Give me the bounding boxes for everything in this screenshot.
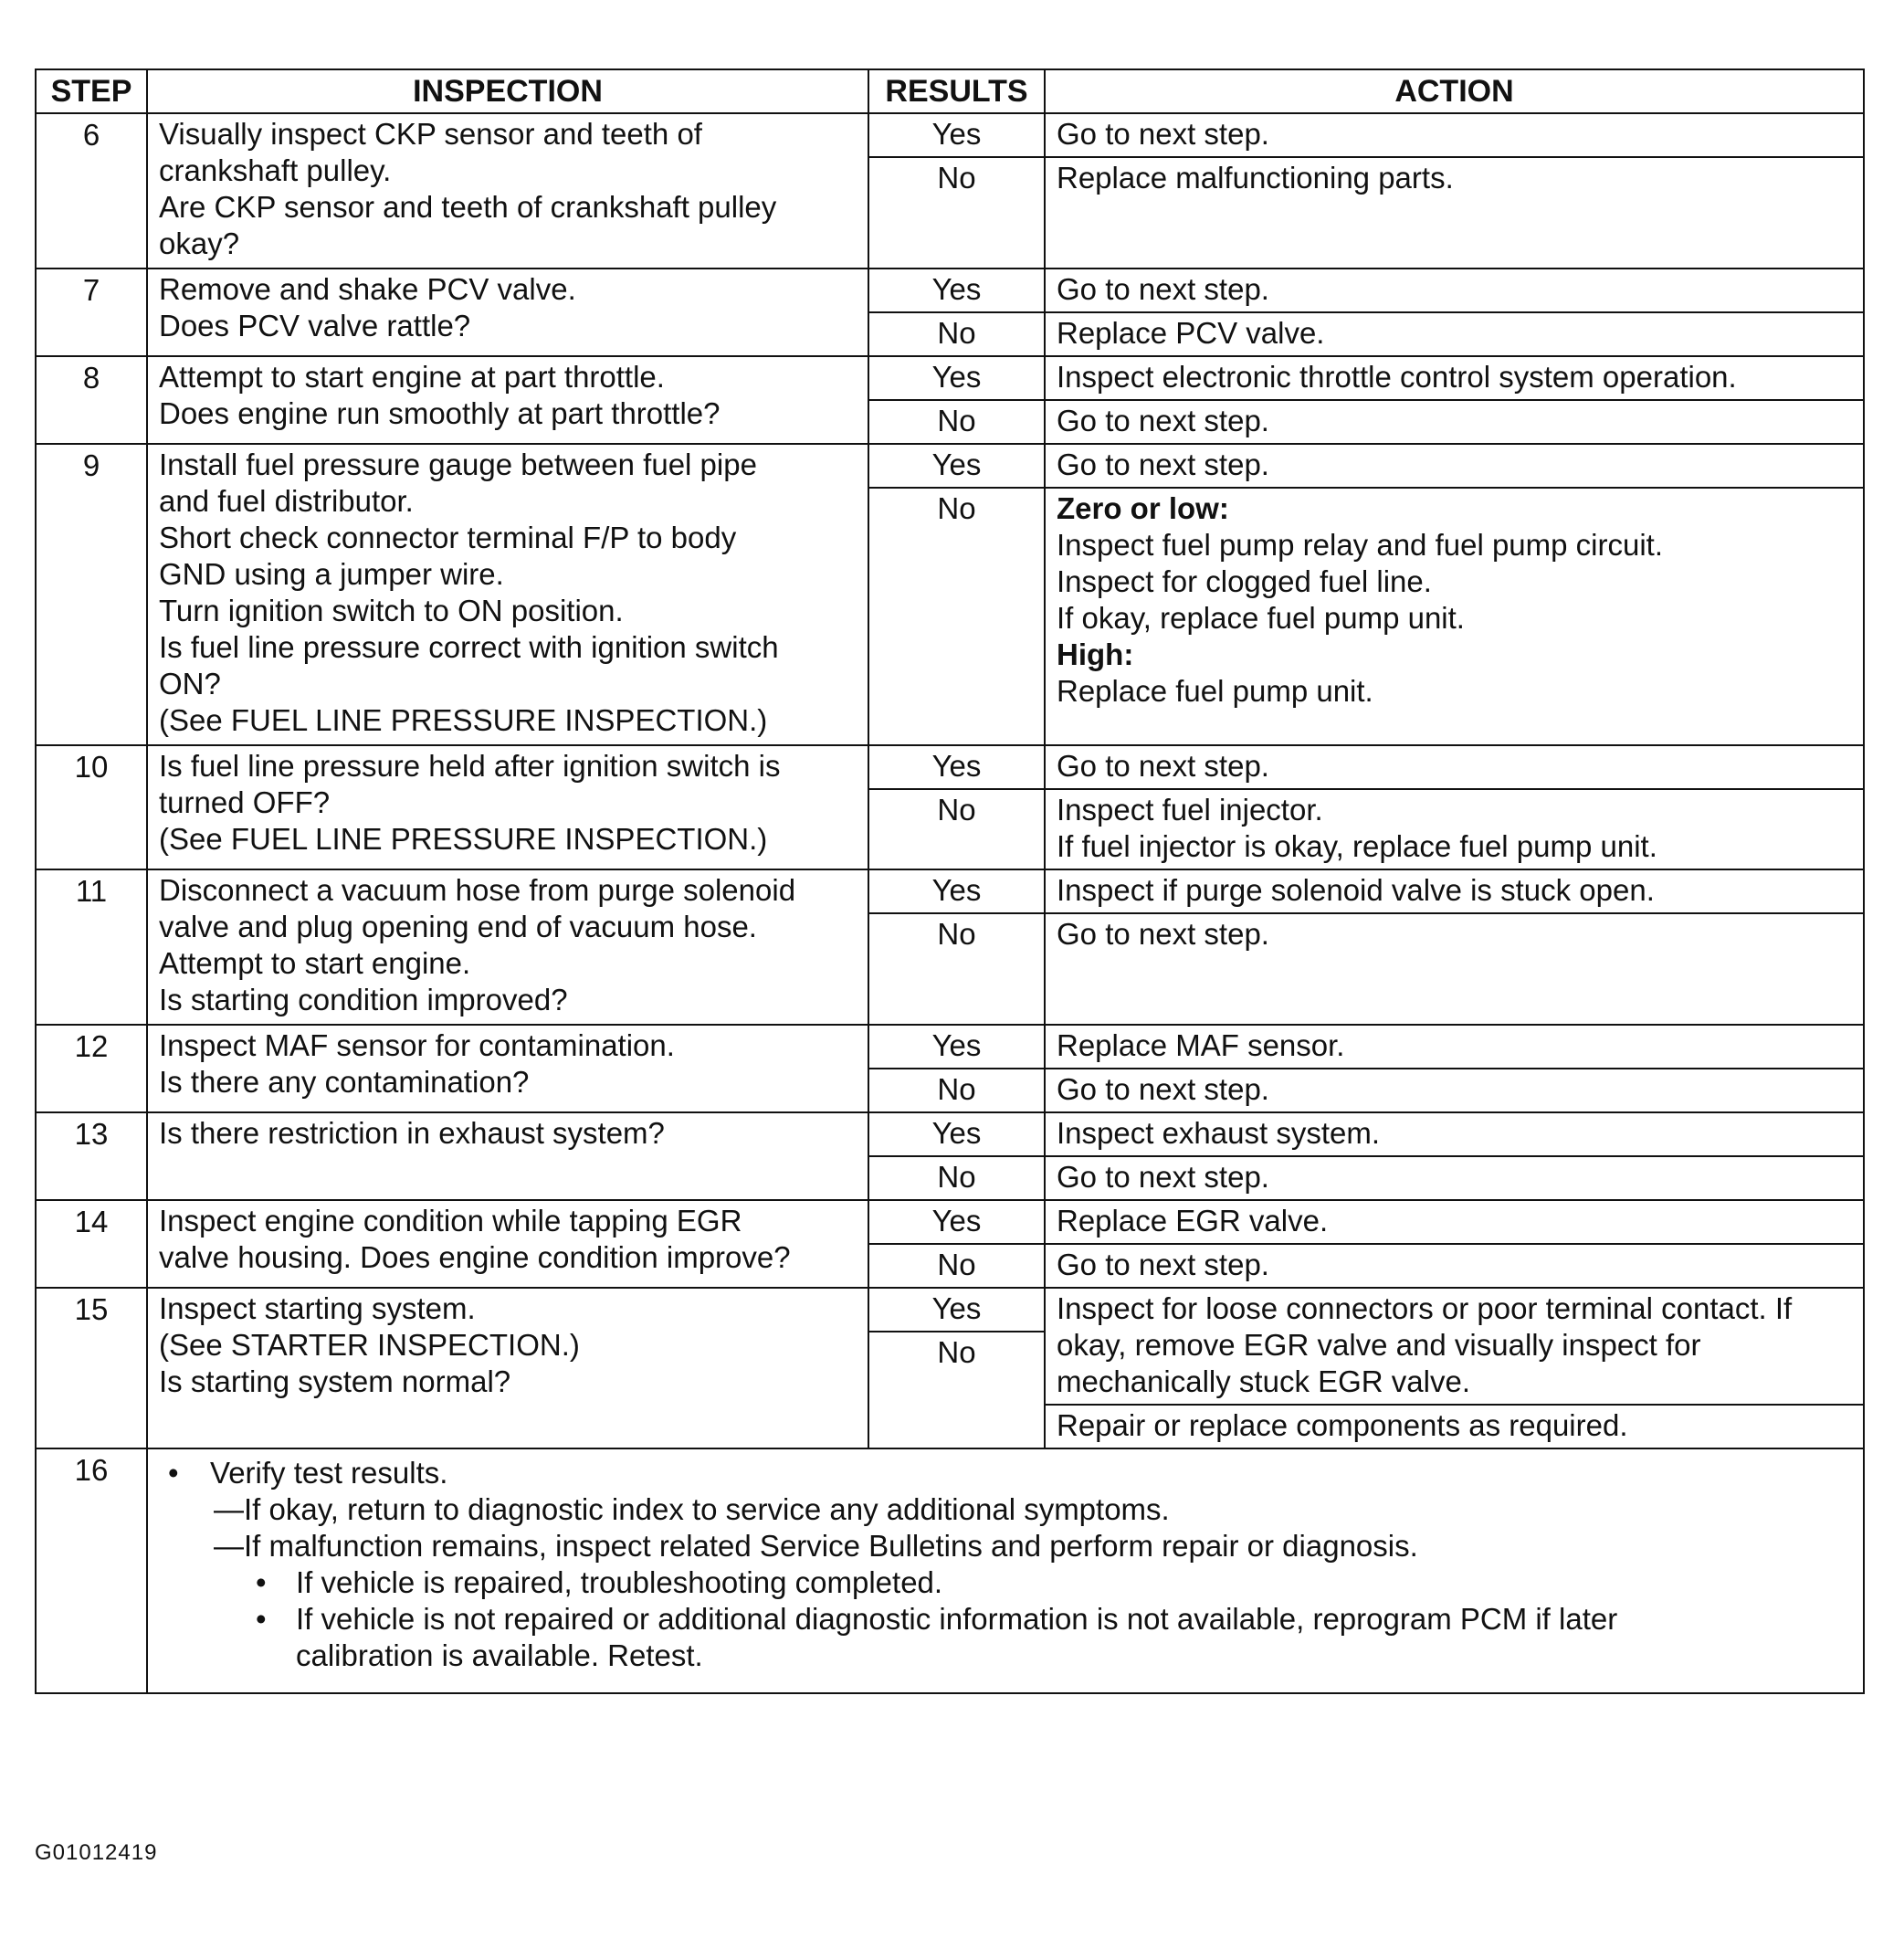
action-text: [1046, 1201, 1863, 1243]
table-body: [36, 113, 1864, 1448]
step-number: 6: [36, 113, 147, 269]
action-text: [1046, 399, 1863, 443]
action-line: Inspect electronic throttle control system operation.: [1057, 360, 1737, 394]
result-value: No: [869, 311, 1044, 355]
final-subsub-item: • If vehicle is not repaired or additional diagnostic information is not available, reprogram PCM if later: [256, 1602, 1618, 1636]
header-results: RESULTS: [868, 69, 1045, 113]
action-line: Go to next step.: [1057, 117, 1269, 151]
inspection-line: Is starting condition improved?: [159, 983, 568, 1016]
inspection-line: Short check connector terminal F/P to body: [159, 521, 737, 554]
action-line: Go to next step.: [1057, 1248, 1269, 1281]
action-line: Inspect for loose connectors or poor terminal contact. If: [1057, 1291, 1793, 1325]
step-number: 15: [36, 1288, 147, 1448]
step-number: 7: [36, 269, 147, 356]
action-cell: [1045, 1288, 1864, 1448]
action-text: [1046, 1243, 1863, 1287]
action-line: Inspect exhaust system.: [1057, 1116, 1380, 1150]
inspection-cell: [147, 1288, 868, 1448]
inspection-line: turned OFF?: [159, 785, 331, 819]
result-value: No: [869, 156, 1044, 268]
result-value: Yes: [931, 1204, 982, 1238]
result-value: No: [869, 399, 1044, 443]
action-line: If okay, replace fuel pump unit.: [1057, 601, 1465, 635]
action-line: okay, remove EGR valve and visually inspect for: [1057, 1328, 1701, 1362]
action-line: Replace PCV valve.: [1057, 316, 1325, 350]
inspection-cell: [147, 1112, 868, 1200]
action-line: mechanically stuck EGR valve.: [1057, 1364, 1470, 1398]
step-row: [36, 113, 1864, 269]
action-text: [1046, 487, 1863, 744]
result-value: No: [869, 1068, 1044, 1111]
inspection-line: Visually inspect CKP sensor and teeth of: [159, 117, 702, 151]
action-text: [1046, 1289, 1863, 1404]
action-line: Zero or low:: [1057, 491, 1229, 525]
action-line: Go to next step.: [1057, 272, 1269, 306]
step-number: 14: [36, 1200, 147, 1288]
inspection-line: Inspect MAF sensor for contamination.: [159, 1028, 675, 1062]
final-subsub-continuation: calibration is available. Retest.: [296, 1638, 703, 1672]
results-cell: [868, 1200, 1045, 1288]
inspection-line: Is there any contamination?: [159, 1065, 530, 1099]
step-row: [36, 1200, 1864, 1288]
inspection-cell: [147, 269, 868, 356]
inspection-line: Remove and shake PCV valve.: [159, 272, 576, 306]
header-step: STEP: [36, 69, 147, 113]
inspection-line: Are CKP sensor and teeth of crankshaft pulley: [159, 190, 777, 224]
action-text: [1046, 445, 1863, 487]
result-value: No: [869, 912, 1044, 1024]
step-row: [36, 869, 1864, 1025]
inspection-line: (See STARTER INSPECTION.): [159, 1328, 580, 1362]
final-sub-item: —If okay, return to diagnostic index to service any additional symptoms.: [214, 1492, 1170, 1526]
action-cell: [1045, 1025, 1864, 1112]
inspection-cell: [147, 356, 868, 444]
action-cell: [1045, 444, 1864, 745]
action-text: [1046, 870, 1863, 912]
action-text: [1046, 1068, 1863, 1111]
result-value: No: [869, 1243, 1044, 1287]
inspection-line: ON?: [159, 667, 221, 700]
action-text: [1046, 1404, 1863, 1448]
result-value: Yes: [931, 1116, 982, 1150]
action-line: Go to next step.: [1057, 917, 1269, 951]
inspection-line: Attempt to start engine at part throttle.: [159, 360, 665, 394]
action-cell: [1045, 1200, 1864, 1288]
result-value: No: [869, 788, 1044, 869]
action-text: [1046, 788, 1863, 869]
action-line: Go to next step.: [1057, 1072, 1269, 1106]
header-inspection: INSPECTION: [147, 69, 868, 113]
action-line: Inspect fuel pump relay and fuel pump circuit.: [1057, 528, 1664, 562]
final-main-item: • Verify test results.: [168, 1456, 448, 1490]
results-cell: [868, 444, 1045, 745]
result-value: No: [869, 1331, 1044, 1448]
results-cell: [868, 113, 1045, 269]
action-text: [1046, 269, 1863, 311]
inspection-cell: [147, 1025, 868, 1112]
inspection-cell: [147, 869, 868, 1025]
action-line: Go to next step.: [1057, 1160, 1269, 1194]
step-number: 10: [36, 745, 147, 869]
action-line: Replace MAF sensor.: [1057, 1028, 1345, 1062]
inspection-line: Does PCV valve rattle?: [159, 309, 471, 342]
result-value: Yes: [931, 360, 982, 394]
action-line: If fuel injector is okay, replace fuel pump unit.: [1057, 829, 1657, 863]
action-cell: [1045, 269, 1864, 356]
action-cell: [1045, 356, 1864, 444]
inspection-line: Is starting system normal?: [159, 1364, 511, 1398]
results-cell: [868, 745, 1045, 869]
results-cell: [868, 356, 1045, 444]
inspection-line: valve and plug opening end of vacuum hose.: [159, 910, 757, 943]
results-cell: [868, 1112, 1045, 1200]
action-cell: [1045, 113, 1864, 269]
final-step-instructions: [147, 1448, 1864, 1693]
action-text: [1046, 311, 1863, 355]
action-line: Replace malfunctioning parts.: [1057, 161, 1454, 195]
header-action: ACTION: [1045, 69, 1864, 113]
action-line: Replace fuel pump unit.: [1057, 674, 1373, 708]
action-text: [1046, 1113, 1863, 1155]
inspection-line: Inspect engine condition while tapping EGR: [159, 1204, 742, 1238]
step-number: 12: [36, 1025, 147, 1112]
diagnostic-table: [35, 68, 1865, 1694]
step-number: 8: [36, 356, 147, 444]
results-cell: [868, 869, 1045, 1025]
action-line: Replace EGR valve.: [1057, 1204, 1329, 1238]
figure-id: G01012419: [35, 1840, 158, 1865]
inspection-line: Is fuel line pressure held after ignition switch is: [159, 749, 781, 783]
step-number: 13: [36, 1112, 147, 1200]
inspection-line: Inspect starting system.: [159, 1291, 476, 1325]
inspection-line: Does engine run smoothly at part throttle?: [159, 396, 721, 430]
result-value: Yes: [931, 1028, 982, 1062]
step-row: [36, 745, 1864, 869]
action-line: Inspect fuel injector.: [1057, 793, 1323, 827]
inspection-line: GND using a jumper wire.: [159, 557, 504, 591]
action-cell: [1045, 745, 1864, 869]
action-text: [1046, 912, 1863, 1024]
step-row: [36, 356, 1864, 444]
inspection-line: Attempt to start engine.: [159, 946, 471, 980]
inspection-cell: [147, 1200, 868, 1288]
inspection-line: valve housing. Does engine condition improve?: [159, 1240, 791, 1274]
action-text: [1046, 746, 1863, 788]
inspection-line: crankshaft pulley.: [159, 153, 392, 187]
results-cell: [868, 1025, 1045, 1112]
result-value: Yes: [931, 873, 982, 907]
step-number: 9: [36, 444, 147, 745]
final-step-row: [36, 1448, 1864, 1693]
action-line: Go to next step.: [1057, 749, 1269, 783]
action-text: [1046, 1026, 1863, 1068]
inspection-cell: [147, 113, 868, 269]
step-number: 16: [36, 1448, 147, 1693]
result-value: Yes: [931, 117, 982, 151]
action-line: Go to next step.: [1057, 448, 1269, 481]
results-cell: [868, 1288, 1045, 1448]
final-subsub-item: • If vehicle is repaired, troubleshooting completed.: [256, 1565, 943, 1599]
action-cell: [1045, 869, 1864, 1025]
result-value: Yes: [931, 272, 982, 306]
header-row: [36, 69, 1864, 113]
action-text: [1046, 357, 1863, 399]
inspection-line: (See FUEL LINE PRESSURE INSPECTION.): [159, 822, 768, 856]
inspection-line: and fuel distributor.: [159, 484, 414, 518]
inspection-line: Is fuel line pressure correct with ignition switch: [159, 630, 779, 664]
result-value: Yes: [931, 1291, 982, 1325]
final-sub-item: —If malfunction remains, inspect related Service Bulletins and perform repair or diagnosis.: [214, 1529, 1418, 1563]
action-cell: [1045, 1112, 1864, 1200]
action-line: Repair or replace components as required.: [1057, 1408, 1628, 1442]
step-row: [36, 444, 1864, 745]
inspection-cell: [147, 745, 868, 869]
action-line: Inspect if purge solenoid valve is stuck open.: [1057, 873, 1655, 907]
step-number: 11: [36, 869, 147, 1025]
inspection-line: okay?: [159, 226, 240, 260]
action-text: [1046, 156, 1863, 268]
inspection-line: Install fuel pressure gauge between fuel pipe: [159, 448, 757, 481]
action-text: [1046, 114, 1863, 156]
step-row: [36, 1288, 1864, 1448]
result-value: Yes: [931, 749, 982, 783]
inspection-line: Is there restriction in exhaust system?: [159, 1116, 665, 1150]
step-row: [36, 1025, 1864, 1112]
results-cell: [868, 269, 1045, 356]
step-row: [36, 1112, 1864, 1200]
result-value: No: [869, 1155, 1044, 1199]
action-line: Inspect for clogged fuel line.: [1057, 564, 1432, 598]
action-text: [1046, 1155, 1863, 1199]
result-value: Yes: [931, 448, 982, 481]
step-row: [36, 269, 1864, 356]
action-line: Go to next step.: [1057, 404, 1269, 437]
result-value: No: [869, 487, 1044, 744]
action-line: High:: [1057, 637, 1134, 671]
inspection-cell: [147, 444, 868, 745]
inspection-line: Disconnect a vacuum hose from purge solenoid: [159, 873, 796, 907]
inspection-line: (See FUEL LINE PRESSURE INSPECTION.): [159, 703, 768, 737]
inspection-line: Turn ignition switch to ON position.: [159, 594, 624, 627]
